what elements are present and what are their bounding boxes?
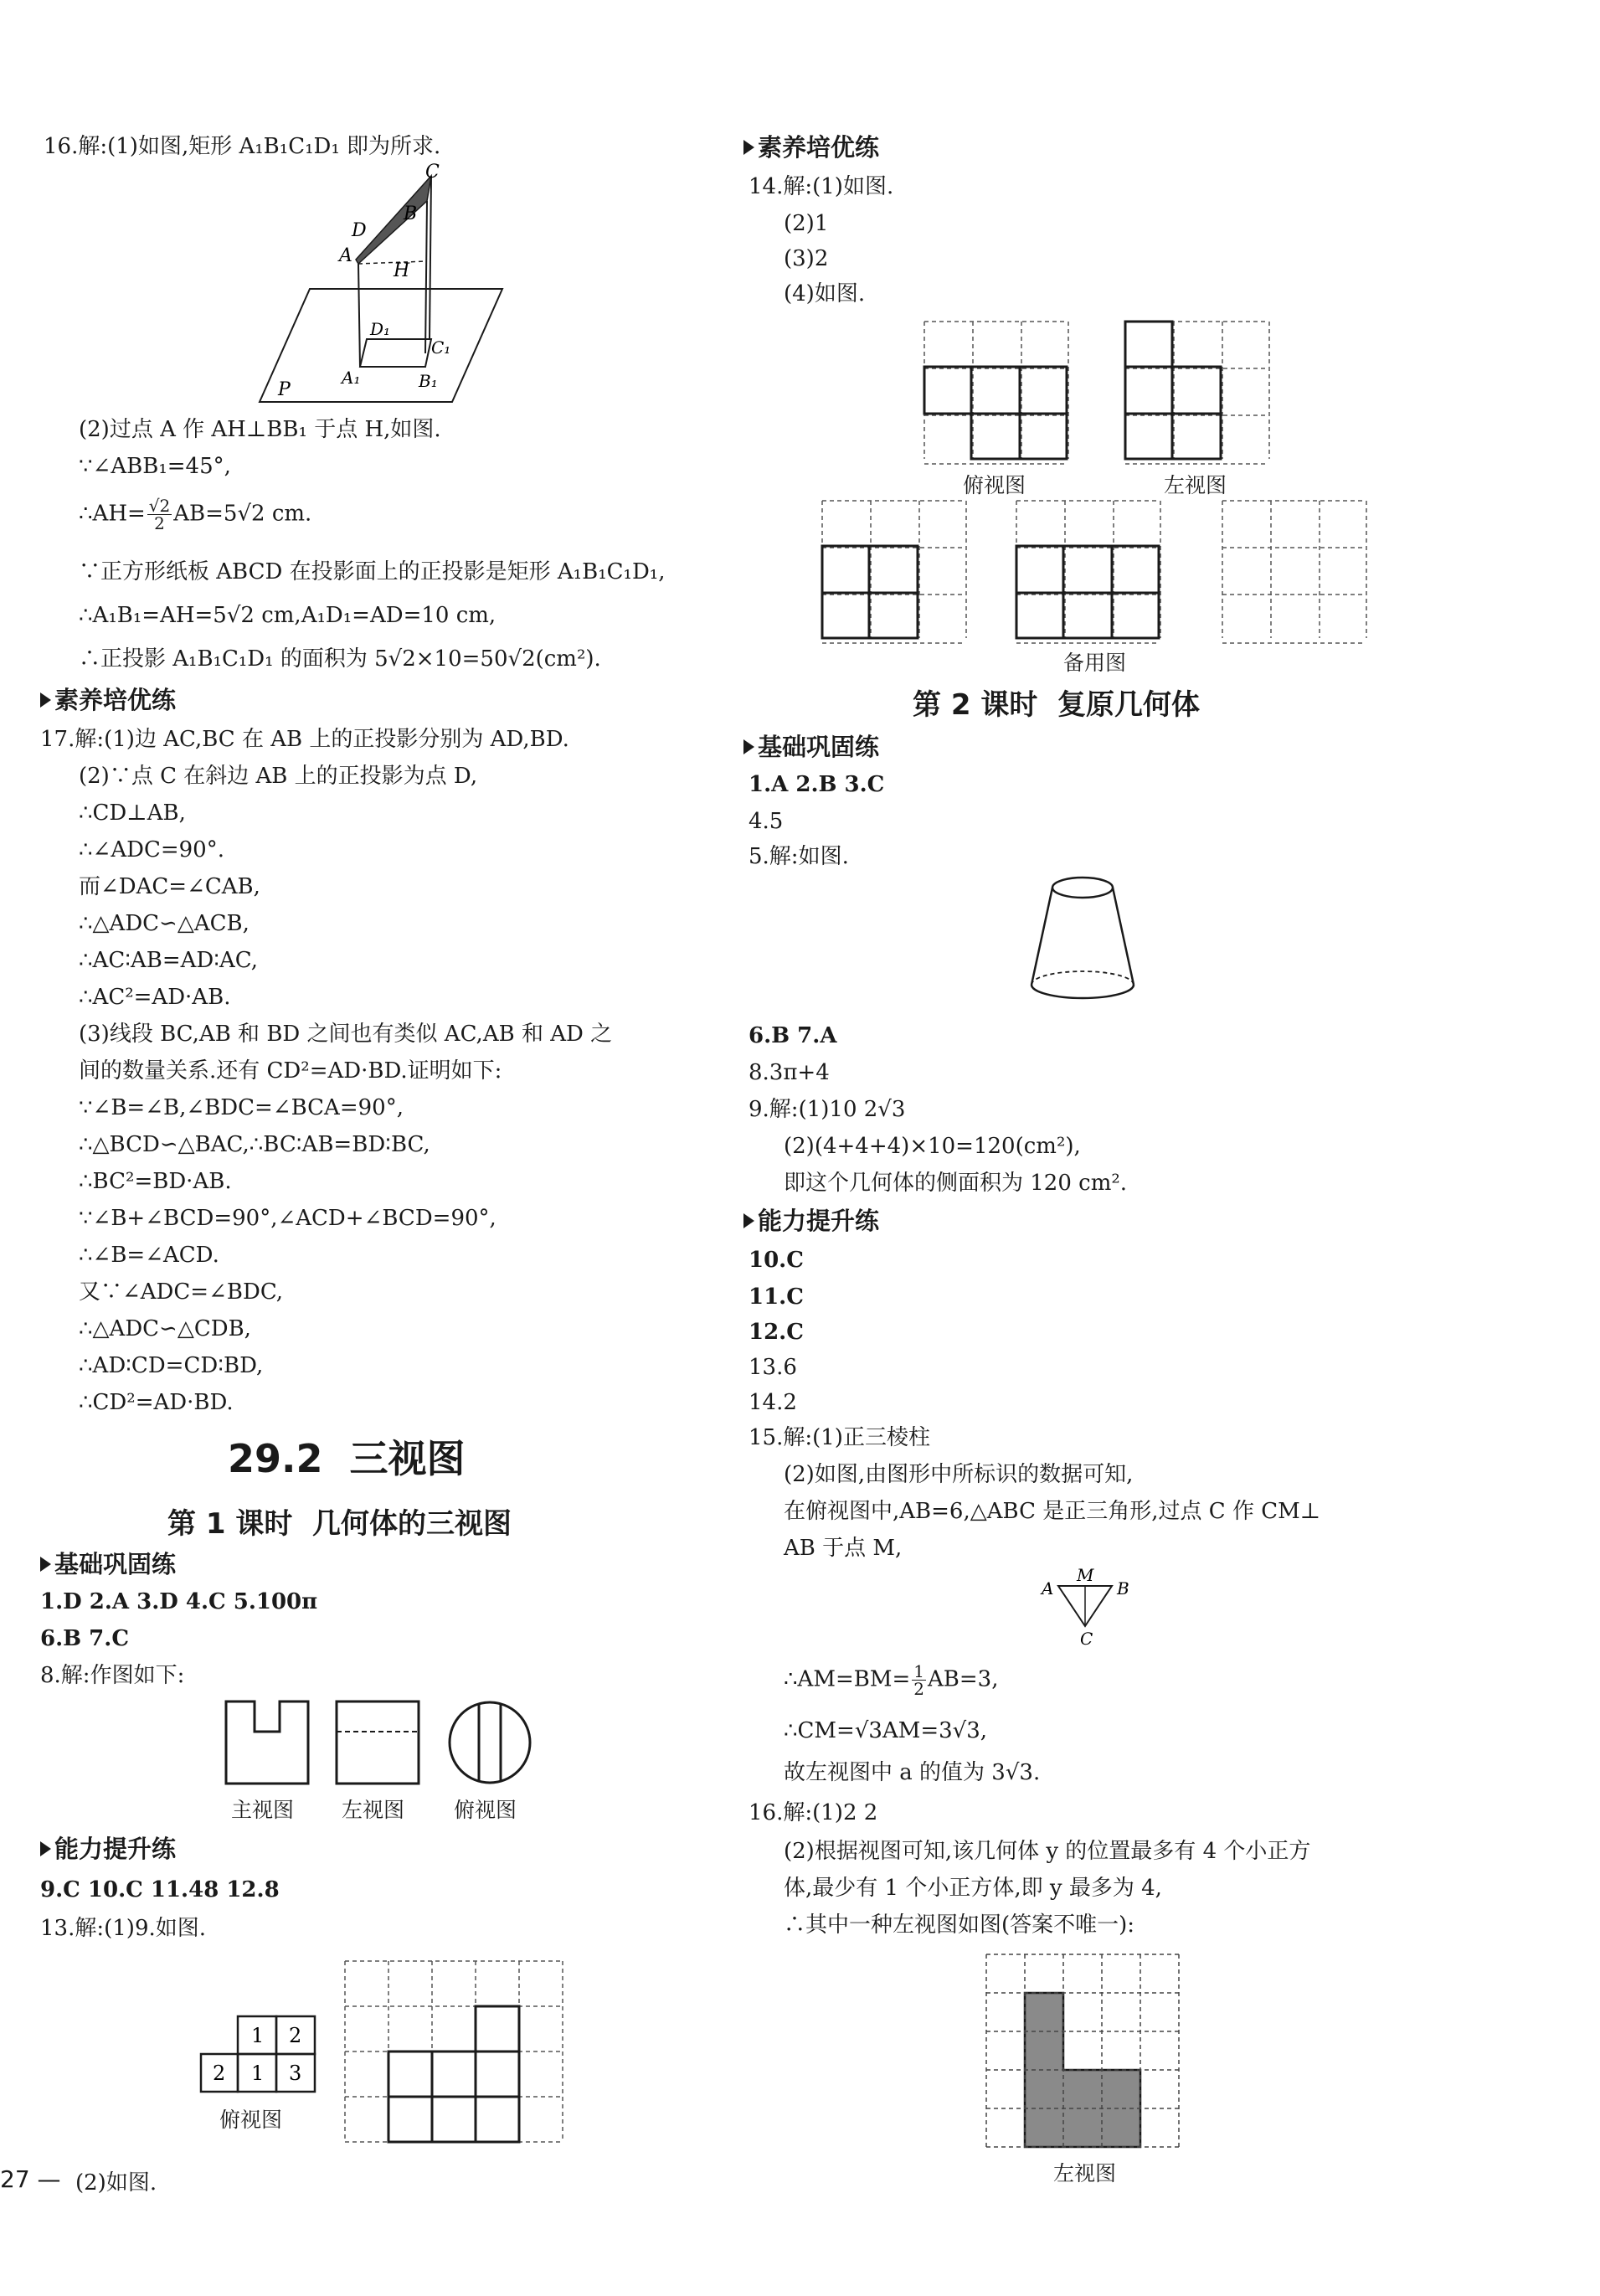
heading-lesson-2: 第 2 课时 复原几何体 bbox=[913, 688, 1201, 722]
q9-line2: (2)(4+4+4)×10=120(cm²), bbox=[784, 1134, 1081, 1159]
q15-line4: AB 于点 M, bbox=[784, 1536, 903, 1561]
q13-top-view-grid bbox=[199, 2015, 316, 2093]
label-a: A bbox=[339, 245, 352, 266]
q17-line: ∴△ADC∽△CDB, bbox=[79, 1316, 251, 1341]
q14-left-view-grid bbox=[1124, 320, 1269, 461]
q14-line3: (3)2 bbox=[784, 246, 829, 271]
q16-left-view-grid bbox=[985, 1953, 1181, 2149]
caption-left-view: 左视图 bbox=[342, 1798, 405, 1822]
q17-line: ∴△BCD∽△BAC,∴BC∶AB=BD∶BC, bbox=[79, 1132, 430, 1157]
caption-spare-grid: 备用图 bbox=[1063, 651, 1127, 675]
cell-number: 1 bbox=[251, 2062, 265, 2085]
q16r-line2: (2)根据视图可知,该几何体 y 的位置最多有 4 个小正方 bbox=[784, 1839, 1311, 1864]
q15-line2: (2)如图,由图形中所标识的数据可知, bbox=[784, 1462, 1134, 1487]
section-marker-icon bbox=[743, 739, 754, 754]
caption-top-view: 俯视图 bbox=[454, 1798, 517, 1822]
q14-line2: (2)1 bbox=[784, 211, 829, 236]
q17-line: 而∠DAC=∠CAB, bbox=[79, 874, 260, 899]
q16-line5: ∵正方形纸板 ABCD 在投影面上的正投影是矩形 A₁B₁C₁D₁, bbox=[79, 559, 666, 584]
q16-line2: (2)过点 A 作 AH⊥BB₁ 于点 H,如图. bbox=[79, 417, 441, 442]
q8-left-view bbox=[335, 1700, 420, 1785]
q16r-line3: 体,最少有 1 个小正方体,即 y 最多为 4, bbox=[784, 1876, 1162, 1901]
section-suyang-left: 素养培优练 bbox=[40, 685, 176, 715]
q15-line5: ∴AM=BM= $\frac{1}{2}$ AB=3, bbox=[784, 1661, 999, 1699]
caption-q13-top-view: 俯视图 bbox=[219, 2108, 283, 2132]
q17-line: (3)线段 BC,AB 和 BD 之间也有类似 AC,AB 和 AD 之 bbox=[79, 1022, 613, 1047]
answer-10: 10.C bbox=[749, 1248, 804, 1273]
fraction: $\frac{√2}{2}$ bbox=[148, 496, 171, 533]
projection-plane bbox=[260, 289, 502, 402]
q5-line: 5.解:如图. bbox=[749, 844, 849, 869]
section-marker-icon bbox=[40, 692, 51, 708]
q13-part2: (2)如图. bbox=[75, 2170, 157, 2196]
q16-line7: ∴正投影 A₁B₁C₁D₁ 的面积为 5√2×10=50√2(cm²). bbox=[79, 646, 601, 672]
cell-number: 2 bbox=[289, 2024, 302, 2047]
q17-line: 17.解:(1)边 AC,BC 在 AB 上的正投影分别为 AD,BD. bbox=[40, 727, 569, 752]
rectangle-a1b1c1d1 bbox=[360, 339, 431, 367]
q17-line: ∴AC²=AD·AB. bbox=[79, 985, 231, 1010]
q15-line1: 15.解:(1)正三棱柱 bbox=[749, 1425, 930, 1450]
cell-number: 1 bbox=[251, 2024, 265, 2047]
q16-line4-a: ∴AH= bbox=[79, 501, 146, 527]
answers-row1: 1.D 2.A 3.D 4.C 5.100π bbox=[40, 1589, 318, 1614]
q16-line4-b: AB=5√2 cm. bbox=[173, 501, 312, 527]
q17-line: ∵∠B+∠BCD=90°,∠ACD+∠BCD=90°, bbox=[79, 1206, 496, 1231]
q17-line: ∴AD∶CD=CD∶BD, bbox=[79, 1353, 264, 1378]
q16-line1: 16.解:(1)如图,矩形 A₁B₁C₁D₁ 即为所求. bbox=[44, 134, 441, 159]
q17-line: (2)∵点 C 在斜边 AB 上的正投影为点 D, bbox=[79, 764, 478, 789]
q5-frustum-figure bbox=[1028, 876, 1137, 1001]
q14-spare-grid-1 bbox=[821, 499, 966, 640]
q17-line: ∴CD⊥AB, bbox=[79, 801, 186, 826]
answers-a: 1.A 2.B 3.C bbox=[749, 772, 885, 797]
q15-triangle-figure bbox=[1038, 1566, 1139, 1650]
answer-12: 12.C bbox=[749, 1320, 804, 1345]
label-d: D bbox=[352, 220, 367, 241]
answer-14: 14.2 bbox=[749, 1390, 797, 1415]
q14-spare-grid-3 bbox=[1221, 499, 1366, 640]
q9-line1: 9.解:(1)10 2√3 bbox=[749, 1097, 906, 1122]
q16r-line4: ∴其中一种左视图如图(答案不唯一): bbox=[784, 1912, 1135, 1938]
section-nengli-left: 能力提升练 bbox=[40, 1834, 176, 1864]
q8-front-view bbox=[224, 1700, 310, 1785]
q15-line7: 故左视图中 a 的值为 3√3. bbox=[784, 1760, 1041, 1785]
q16-line4 bbox=[79, 497, 311, 532]
q8-top-view bbox=[447, 1700, 532, 1785]
label-h: H bbox=[394, 260, 410, 281]
q9-line3: 即这个几何体的侧面积为 120 cm². bbox=[784, 1171, 1128, 1196]
section-marker-icon bbox=[40, 1557, 51, 1572]
q17-line: 间的数量关系.还有 CD²=AD·BD.证明如下: bbox=[79, 1058, 502, 1084]
q14-spare-grid-2 bbox=[1015, 499, 1160, 640]
q17-line: ∴∠B=∠ACD. bbox=[79, 1243, 219, 1268]
q16-projection-figure bbox=[260, 162, 511, 402]
square-board bbox=[356, 176, 431, 264]
section-marker-icon bbox=[743, 140, 754, 155]
label-b: B bbox=[1117, 1578, 1129, 1598]
cell-number: 3 bbox=[289, 2062, 302, 2085]
q17-line: ∴BC²=BD·AB. bbox=[79, 1169, 232, 1194]
label-c: C bbox=[1080, 1629, 1093, 1649]
section-jichu-left: 基础巩固练 bbox=[40, 1549, 176, 1579]
q16r-line1: 16.解:(1)2 2 bbox=[749, 1800, 878, 1825]
caption-q14-left-view: 左视图 bbox=[1164, 473, 1227, 497]
q17-line: ∴∠ADC=90°. bbox=[79, 837, 224, 862]
answer-13: 13.6 bbox=[749, 1355, 797, 1380]
q8-line: 8.解:作图如下: bbox=[40, 1663, 185, 1688]
q16-line3: ∵∠ABB₁=45°, bbox=[79, 454, 231, 479]
section-jichu-right: 基础巩固练 bbox=[743, 732, 879, 762]
answers-row2: 6.B 7.C bbox=[40, 1626, 130, 1651]
label-a: A bbox=[1042, 1578, 1054, 1598]
page-number: 27 — bbox=[0, 2165, 61, 2193]
answers-d: 8.3π+4 bbox=[749, 1060, 830, 1085]
label-a1: A₁ bbox=[342, 368, 361, 388]
q14-line4: (4)如图. bbox=[784, 281, 866, 306]
answer-11: 11.C bbox=[749, 1284, 804, 1310]
section-marker-icon bbox=[40, 1841, 51, 1856]
cell-number: 2 bbox=[213, 2062, 226, 2085]
answers-b: 4.5 bbox=[749, 809, 784, 834]
section-suyang-right: 素养培优练 bbox=[743, 132, 879, 162]
q15-line6: ∴CM=√3AM=3√3, bbox=[784, 1718, 988, 1743]
heading-29-2: 29.2 三视图 bbox=[228, 1436, 466, 1481]
label-c1: C₁ bbox=[431, 337, 451, 358]
q13-line: 13.解:(1)9.如图. bbox=[40, 1916, 207, 1941]
fraction: $\frac{1}{2}$ bbox=[913, 1661, 924, 1699]
q17-line: ∴△ADC∽△ACB, bbox=[79, 911, 250, 936]
heading-lesson-1: 第 1 课时 几何体的三视图 bbox=[167, 1507, 512, 1541]
label-b1: B₁ bbox=[419, 371, 438, 391]
q17-line: 又∵∠ADC=∠BDC, bbox=[79, 1279, 284, 1305]
caption-q14-top-view: 俯视图 bbox=[963, 473, 1026, 497]
caption-q16-left-view: 左视图 bbox=[1053, 2161, 1117, 2185]
label-c: C bbox=[425, 162, 440, 183]
label-d1: D₁ bbox=[370, 319, 391, 339]
label-m: M bbox=[1077, 1565, 1094, 1585]
q14-top-view-grid bbox=[923, 320, 1068, 461]
answers-c: 6.B 7.A bbox=[749, 1023, 837, 1048]
section-nengli-right: 能力提升练 bbox=[743, 1206, 879, 1236]
q16-line6: ∴A₁B₁=AH=5√2 cm,A₁D₁=AD=10 cm, bbox=[79, 603, 496, 628]
q17-line: ∵∠B=∠B,∠BDC=∠BCA=90°, bbox=[79, 1095, 404, 1120]
section-marker-icon bbox=[743, 1213, 754, 1228]
q13-dashed-grid bbox=[343, 1959, 573, 2152]
q15-line3: 在俯视图中,AB=6,△ABC 是正三角形,过点 C 作 CM⊥ bbox=[784, 1499, 1321, 1524]
q17-line: ∴AC∶AB=AD∶AC, bbox=[79, 948, 259, 973]
q17-line: ∴CD²=AD·BD. bbox=[79, 1390, 234, 1415]
q14-line1: 14.解:(1)如图. bbox=[749, 174, 894, 199]
caption-front-view: 主视图 bbox=[231, 1798, 295, 1822]
answers-row3: 9.C 10.C 11.48 12.8 bbox=[40, 1877, 280, 1902]
label-b: B bbox=[404, 203, 418, 224]
label-p: P bbox=[278, 379, 291, 400]
